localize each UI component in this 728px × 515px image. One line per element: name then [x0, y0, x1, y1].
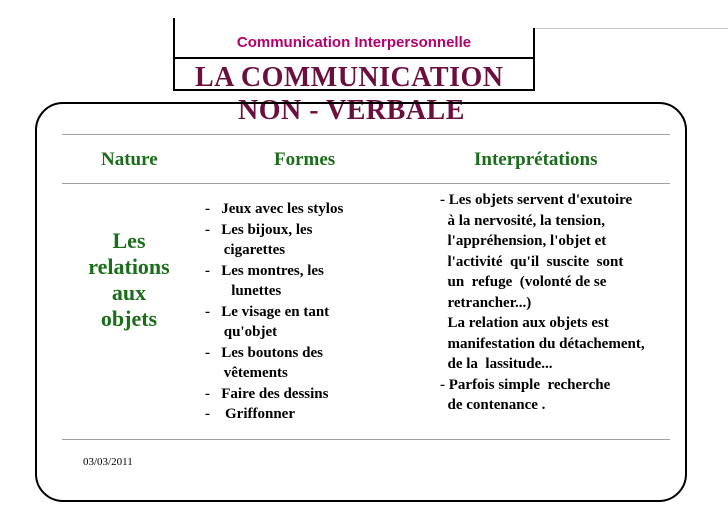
formes-list	[205, 199, 343, 425]
formes-line: - Faire des dessins	[205, 385, 329, 402]
subtitle: Communication Interpersonnelle	[236, 34, 472, 51]
nature-line: relations	[88, 254, 170, 279]
formes-line: lunettes	[205, 283, 282, 299]
interpretations-list	[440, 190, 645, 416]
formes-line: - Le visage en tant	[205, 303, 330, 320]
footer-date: 03/03/2011	[83, 456, 133, 468]
interpretation-line: un refuge (volonté de se	[440, 274, 607, 290]
table-top-rule	[62, 134, 670, 135]
page-title-line1: LA COMMUNICATION	[195, 62, 504, 93]
formes-line: - Les boutons des	[205, 344, 323, 361]
interpretation-line: de la lassitude...	[440, 356, 553, 372]
column-header-nature: Nature	[101, 149, 158, 170]
interpretation-line: à la nervosité, la tension,	[440, 212, 605, 229]
nature-line: Les	[112, 228, 146, 253]
header-rule	[535, 28, 728, 29]
formes-line: - Les montres, les	[205, 262, 324, 279]
column-header-interpretations: Interprétations	[474, 149, 598, 170]
column-header-formes: Formes	[274, 149, 336, 170]
page-title-line2: NON - VERBALE	[238, 95, 465, 126]
interpretation-line: - Les objets servent d'exutoire	[440, 192, 633, 208]
interpretation-line: La relation aux objets est	[440, 315, 609, 331]
interpretation-line: retrancher...)	[440, 294, 532, 311]
formes-line: cigarettes	[205, 242, 286, 258]
formes-line: - Les bijoux, les	[205, 221, 313, 238]
interpretation-line: manifestation du détachement,	[440, 335, 645, 352]
nature-line: aux	[111, 280, 147, 305]
header-separator	[175, 57, 533, 59]
formes-line: vêtements	[205, 365, 288, 381]
table-header-rule	[62, 183, 670, 184]
table-bottom-rule	[62, 439, 670, 440]
formes-line: - Griffonner	[205, 406, 295, 422]
formes-line: qu'objet	[205, 324, 278, 340]
interpretation-line: l'appréhension, l'objet et	[440, 233, 607, 249]
formes-line: - Jeux avec les stylos	[205, 201, 344, 217]
nature-line: objets	[100, 306, 158, 331]
interpretation-line: l'activité qu'il suscite sont	[440, 253, 624, 270]
nature-cell	[70, 228, 188, 332]
interpretation-line: de contenance .	[440, 397, 546, 413]
interpretation-line: - Parfois simple recherche	[440, 376, 611, 393]
